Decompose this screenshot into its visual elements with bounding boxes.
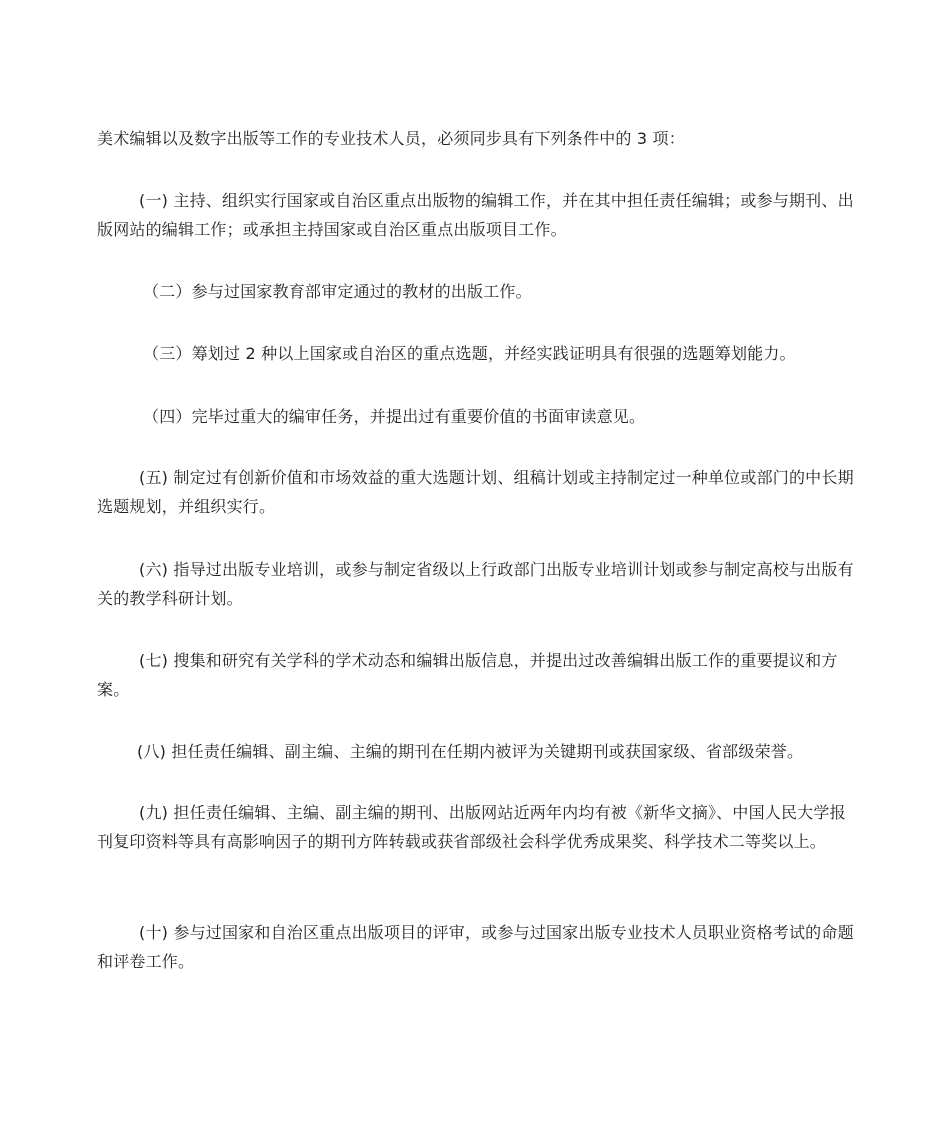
paragraph-item-2: （二）参与过国家教育部审定通过的教材的出版工作。 xyxy=(143,282,532,301)
paragraph-item-10: (十) 参与过国家和自治区重点出版项目的评审，或参与过国家出版专业技术人员职业资格考试的命题和评卷工作。 xyxy=(97,923,854,971)
paragraph-item-1: (一) 主持、组织实行国家或自治区重点出版物的编辑工作，并在其中担任责任编辑；或参与期刊、出版网站的编辑工作；或承担主持国家或自治区重点出版项目工作。 xyxy=(97,191,854,239)
paragraph-intro: 美术编辑以及数字出版等工作的专业技术人员，必须同步具有下列条件中的 3 项： xyxy=(97,129,685,148)
paragraph-item-6: (六) 指导过出版专业培训，或参与制定省级以上行政部门出版专业培训计划或参与制定高校与出版有关的教学科研计划。 xyxy=(97,560,854,608)
paragraph-item-7: (七) 搜集和研究有关学科的学术动态和编辑出版信息，并提出过改善编辑出版工作的重要提议和方案。 xyxy=(97,651,838,699)
paragraph-item-4: （四）完毕过重大的编审任务，并提出过有重要价值的书面审读意见。 xyxy=(143,407,646,426)
paragraph-item-3: （三）筹划过 2 种以上国家或自治区的重点选题，并经实践证明具有很强的选题筹划能力。 xyxy=(143,344,796,363)
paragraph-item-5: (五) 制定过有创新价值和市场效益的重大选题计划、组稿计划或主持制定过一种单位或部门的中长期选题规划，并组织实行。 xyxy=(97,468,854,516)
paragraph-item-9: (九) 担任责任编辑、主编、副主编的期刊、出版网站近两年内均有被《新华文摘》、中国人民大学报刊复印资料等具有高影响因子的期刊方阵转载或获省部级社会科学优秀成果奖、科学技术二等奖以上。 xyxy=(97,803,846,851)
paragraph-item-8: (八) 担任责任编辑、副主编、主编的期刊在任期内被评为关键期刊或获国家级、省部级荣誉。 xyxy=(137,742,804,761)
